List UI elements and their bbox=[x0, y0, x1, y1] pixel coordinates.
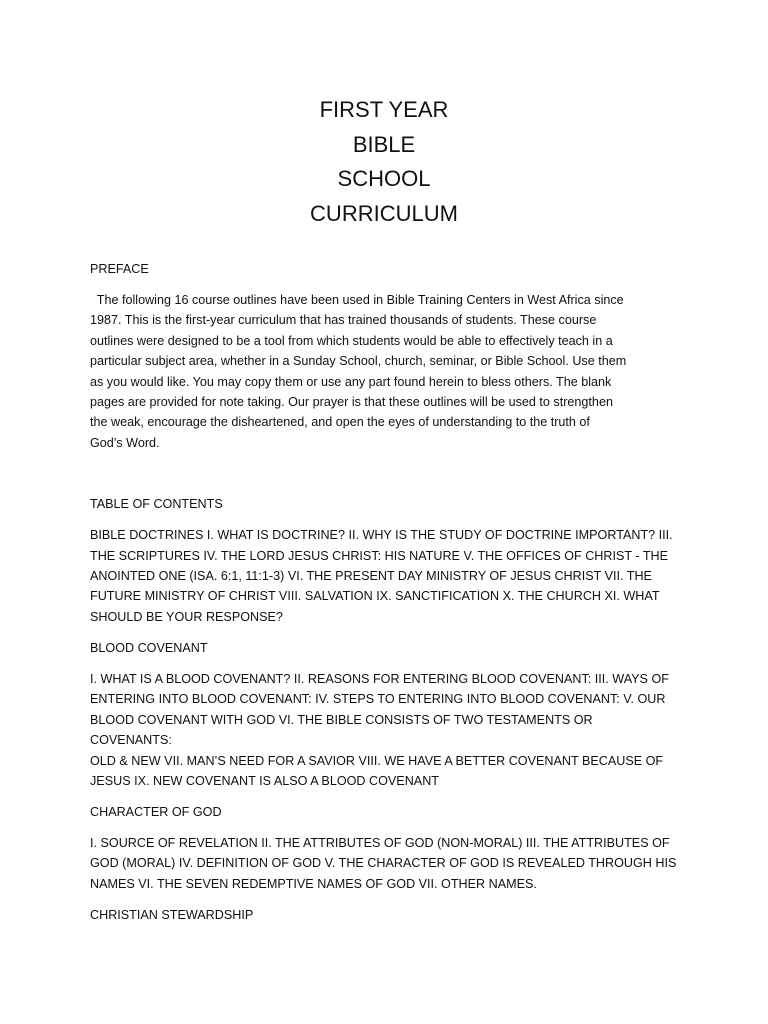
text-line: I. WHAT IS A BLOOD COVENANT? II. REASONS FOR ENTERING BLOOD COVENANT: III. WAYS OF bbox=[90, 671, 669, 686]
text-line: outlines were designed to be a tool from which students would be able to effectively teach in a bbox=[90, 333, 613, 348]
text-line: I. SOURCE OF REVELATION II. THE ATTRIBUTES OF GOD (NON-MORAL) III. THE ATTRIBUTES OF bbox=[90, 835, 670, 850]
text-line: the weak, encourage the disheartened, and open the eyes of understanding to the truth of bbox=[90, 415, 590, 430]
text-line: BIBLE DOCTRINES I. WHAT IS DOCTRINE? II. WHY IS THE STUDY OF DOCTRINE IMPORTANT? III. bbox=[90, 528, 673, 543]
toc-section-blood-covenant bbox=[90, 669, 678, 791]
text-line: particular subject area, whether in a Sunday School, church, seminar, or Bible School. Use them bbox=[90, 354, 627, 369]
toc-section-bible-doctrines bbox=[90, 525, 678, 627]
title-line: FIRST YEAR bbox=[319, 97, 449, 122]
toc-section-heading: CHRISTIAN STEWARDSHIP bbox=[90, 907, 254, 922]
text-line: NAMES VI. THE SEVEN REDEMPTIVE NAMES OF GOD VII. OTHER NAMES. bbox=[90, 876, 537, 891]
toc-section-heading: CHARACTER OF GOD bbox=[90, 804, 222, 819]
title-line: CURRICULUM bbox=[310, 200, 458, 226]
text-line: GOD (MORAL) IV. DEFINITION OF GOD V. THE CHARACTER OF GOD IS REVEALED THROUGH HIS bbox=[90, 856, 677, 871]
text-line: pages are provided for note taking. Our prayer is that these outlines will be used to strengthen bbox=[90, 395, 613, 410]
toc-section-character-of-god bbox=[90, 833, 678, 894]
title-line: SCHOOL bbox=[337, 166, 431, 191]
toc-section-heading: BLOOD COVENANT bbox=[90, 640, 208, 655]
text-line: OLD & NEW VII. MAN’S NEED FOR A SAVIOR VIII. WE HAVE A BETTER COVENANT BECAUSE OF bbox=[90, 753, 664, 768]
preface-paragraph bbox=[90, 290, 678, 453]
text-line: The following 16 course outlines have been used in Bible Training Centers in West Africa since bbox=[90, 293, 624, 307]
text-line: as you would like. You may copy them or use any part found herein to bless others. The blank bbox=[90, 374, 612, 389]
text-line: BLOOD COVENANT WITH GOD VI. THE BIBLE CONSISTS OF TWO TESTAMENTS OR COVENANTS: bbox=[90, 712, 593, 748]
toc-heading: TABLE OF CONTENTS bbox=[90, 497, 223, 512]
text-line: 1987. This is the first-year curriculum that has trained thousands of students. These course bbox=[90, 313, 597, 328]
title-line: BIBLE bbox=[352, 131, 416, 157]
preface-heading: PREFACE bbox=[90, 262, 149, 276]
text-line: God’s Word. bbox=[90, 435, 160, 450]
text-line: ENTERING INTO BLOOD COVENANT: IV. STEPS TO ENTERING INTO BLOOD COVENANT: V. OUR bbox=[90, 692, 666, 707]
text-line: THE SCRIPTURES IV. THE LORD JESUS CHRIST: HIS NATURE V. THE OFFICES OF CHRIST - THE bbox=[90, 548, 669, 563]
text-line: FUTURE MINISTRY OF CHRIST VIII. SALVATION IX. SANCTIFICATION X. THE CHURCH XI. WHAT bbox=[90, 589, 660, 604]
document-title bbox=[0, 93, 768, 231]
text-line: SHOULD BE YOUR RESPONSE? bbox=[90, 609, 283, 624]
text-line: ANOINTED ONE (ISA. 6:1, 11:1-3) VI. THE PRESENT DAY MINISTRY OF JESUS CHRIST VII. THE bbox=[90, 569, 652, 584]
text-line: JESUS IX. NEW COVENANT IS ALSO A BLOOD COVENANT bbox=[90, 773, 439, 788]
document-body bbox=[90, 259, 678, 925]
